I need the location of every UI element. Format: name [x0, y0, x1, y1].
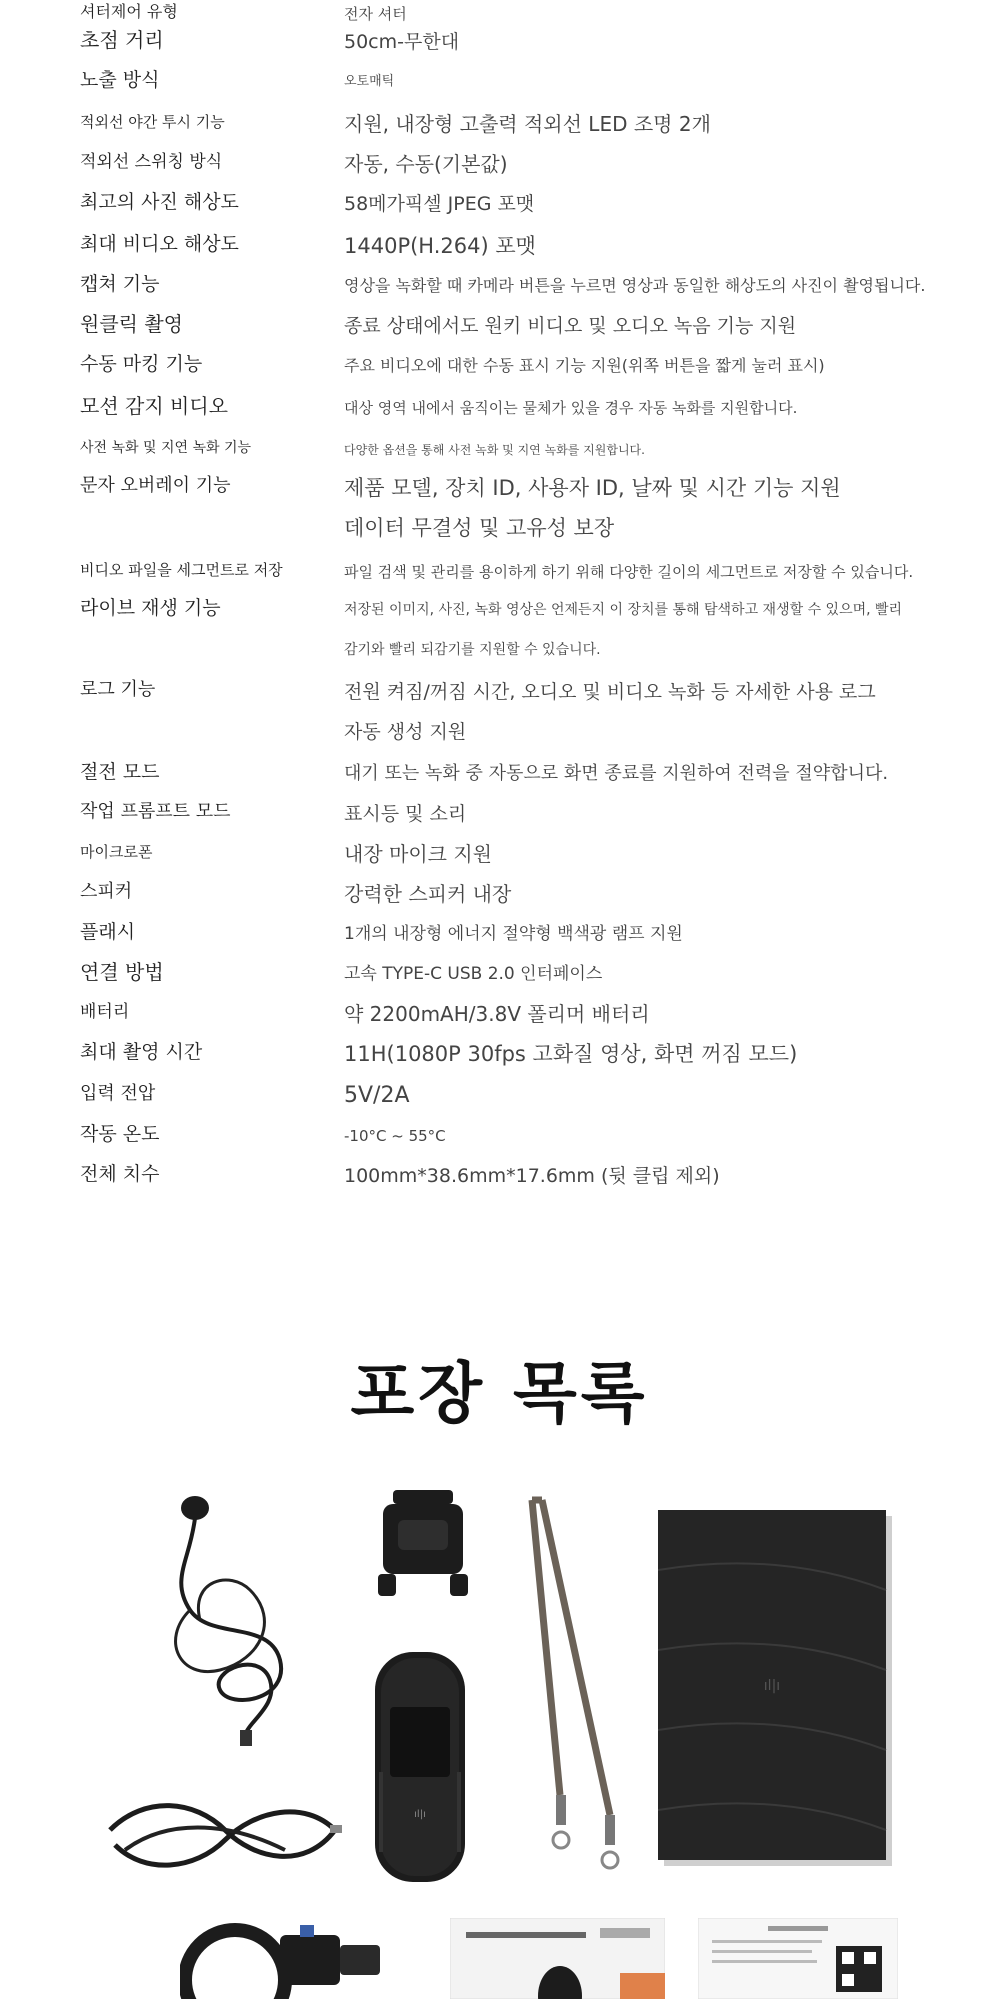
- spec-label: 라이브 재생 기능: [80, 597, 221, 619]
- spec-value-line: 내장 마이크 지원: [344, 842, 492, 866]
- spec-label: 적외선 야간 투시 기능: [80, 113, 225, 131]
- svg-text:ıl|ı: ıl|ı: [414, 1809, 426, 1820]
- spec-label: 문자 오버레이 기능: [80, 475, 231, 496]
- back-clip-icon: [368, 1490, 478, 1600]
- spec-label: 플래시: [80, 921, 136, 943]
- spec-value-line: 전자 셔터: [344, 5, 407, 23]
- spec-label: 원클릭 촬영: [80, 312, 183, 336]
- spec-value-line: 58메가픽셀 JPEG 포맷: [344, 193, 535, 215]
- manual-booklet-icon: [450, 1918, 665, 1999]
- package-list-title: 포장 목록: [350, 1355, 649, 1432]
- spec-value-line: 5V/2A: [344, 1083, 410, 1108]
- spec-value-line: 대상 영역 내에서 움직이는 물체가 있을 경우 자동 녹화를 지원합니다.: [344, 399, 798, 417]
- spec-label: 사전 녹화 및 지연 녹화 기능: [80, 440, 252, 456]
- spec-label: 작업 프롬프트 모드: [80, 801, 231, 822]
- spec-value-line: 다양한 옵션을 통해 사전 녹화 및 지연 녹화를 지원합니다.: [344, 443, 645, 457]
- spec-label: 캡쳐 기능: [80, 273, 160, 295]
- spec-label: 절전 모드: [80, 761, 160, 783]
- spec-value-line: 자동 생성 지원: [344, 721, 467, 743]
- spec-label: 연결 방법: [80, 960, 164, 984]
- spec-label: 모션 감지 비디오: [80, 394, 228, 418]
- spec-label: 최대 비디오 해상도: [80, 233, 239, 255]
- spec-value-line: 50cm-무한대: [344, 31, 460, 53]
- spec-value-line: 종료 상태에서도 원키 비디오 및 오디오 녹음 기능 지원: [344, 315, 797, 337]
- warranty-card-icon: [698, 1918, 898, 1999]
- spec-label: 셔터제어 유형: [80, 2, 178, 21]
- spec-value-line: 파일 검색 및 관리를 용이하게 하기 위해 다양한 길이의 세그먼트로 저장할 수 있습니다.: [344, 563, 914, 581]
- spec-value-line: 100mm*38.6mm*17.6mm (뒷 클립 제외): [344, 1165, 720, 1187]
- spec-label: 최대 촬영 시간: [80, 1041, 203, 1063]
- spec-value-line: 고속 TYPE-C USB 2.0 인터페이스: [344, 964, 603, 984]
- body-camera-icon: [375, 1652, 465, 1882]
- spec-value-line: 전원 켜짐/꺼짐 시간, 오디오 및 비디오 녹화 등 자세한 사용 로그: [344, 681, 876, 703]
- spec-value-line: 자동, 수동(기본값): [344, 152, 508, 176]
- spec-value-line: 강력한 스피커 내장: [344, 882, 512, 906]
- spec-label: 작동 온도: [80, 1123, 160, 1145]
- spec-label: 초점 거리: [80, 28, 164, 52]
- spec-value-line: 오토매틱: [344, 74, 395, 89]
- earphone-icon: [150, 1490, 320, 1750]
- spec-label: 노출 방식: [80, 69, 160, 91]
- spec-value-line: 영상을 녹화할 때 카메라 버튼을 누르면 영상과 동일한 해상도의 사진이 촬영됩니다.: [344, 276, 926, 295]
- spec-value-line: 감기와 빨리 되감기를 지원할 수 있습니다.: [344, 642, 601, 658]
- spec-label: 스피커: [80, 881, 133, 902]
- spec-label: 입력 전압: [80, 1083, 156, 1104]
- bike-mount-icon: [180, 1905, 390, 1999]
- spec-label: 전체 치수: [80, 1163, 160, 1185]
- spec-value-line: 표시등 및 소리: [344, 803, 467, 825]
- spec-label: 수동 마킹 기능: [80, 353, 203, 375]
- spec-value-line: 저장된 이미지, 사진, 녹화 영상은 언제든지 이 장치를 통해 탐색하고 재생할 수 있으며, 빨리: [344, 602, 903, 618]
- usb-cable-icon: [105, 1790, 345, 1885]
- spec-label: 로그 기능: [80, 679, 156, 700]
- spec-value-line: -10°C ~ 55°C: [344, 1127, 446, 1145]
- spec-value-line: 데이터 무결성 및 고유성 보장: [344, 516, 615, 540]
- spec-value-line: 약 2200mAH/3.8V 폴리머 배터리: [344, 1002, 650, 1026]
- product-box-icon: [658, 1510, 898, 1870]
- spec-label: 최고의 사진 해상도: [80, 191, 239, 213]
- spec-value-line: 지원, 내장형 고출력 적외선 LED 조명 2개: [344, 112, 711, 136]
- spec-label: 비디오 파일을 세그먼트로 저장: [80, 561, 283, 579]
- spec-value-line: 11H(1080P 30fps 고화질 영상, 화면 꺼짐 모드): [344, 1042, 798, 1066]
- spec-value-line: 제품 모델, 장치 ID, 사용자 ID, 날짜 및 시간 기능 지원: [344, 476, 841, 500]
- spec-value-line: 대기 또는 녹화 중 자동으로 화면 종료를 지원하여 전력을 절약합니다.: [344, 763, 889, 784]
- spec-label: 마이크로폰: [80, 843, 153, 861]
- spec-label: 적외선 스위칭 방식: [80, 152, 223, 172]
- lanyard-icon: [520, 1495, 630, 1880]
- spec-label: 배터리: [80, 1002, 130, 1022]
- spec-value-line: 1개의 내장형 에너지 절약형 백색광 램프 지원: [344, 924, 683, 944]
- svg-text:ıl|ı: ıl|ı: [763, 1678, 781, 1694]
- spec-value-line: 1440P(H.264) 포맷: [344, 234, 536, 258]
- spec-value-line: 주요 비디오에 대한 수동 표시 기능 지원(위쪽 버튼을 짧게 눌러 표시): [344, 356, 825, 375]
